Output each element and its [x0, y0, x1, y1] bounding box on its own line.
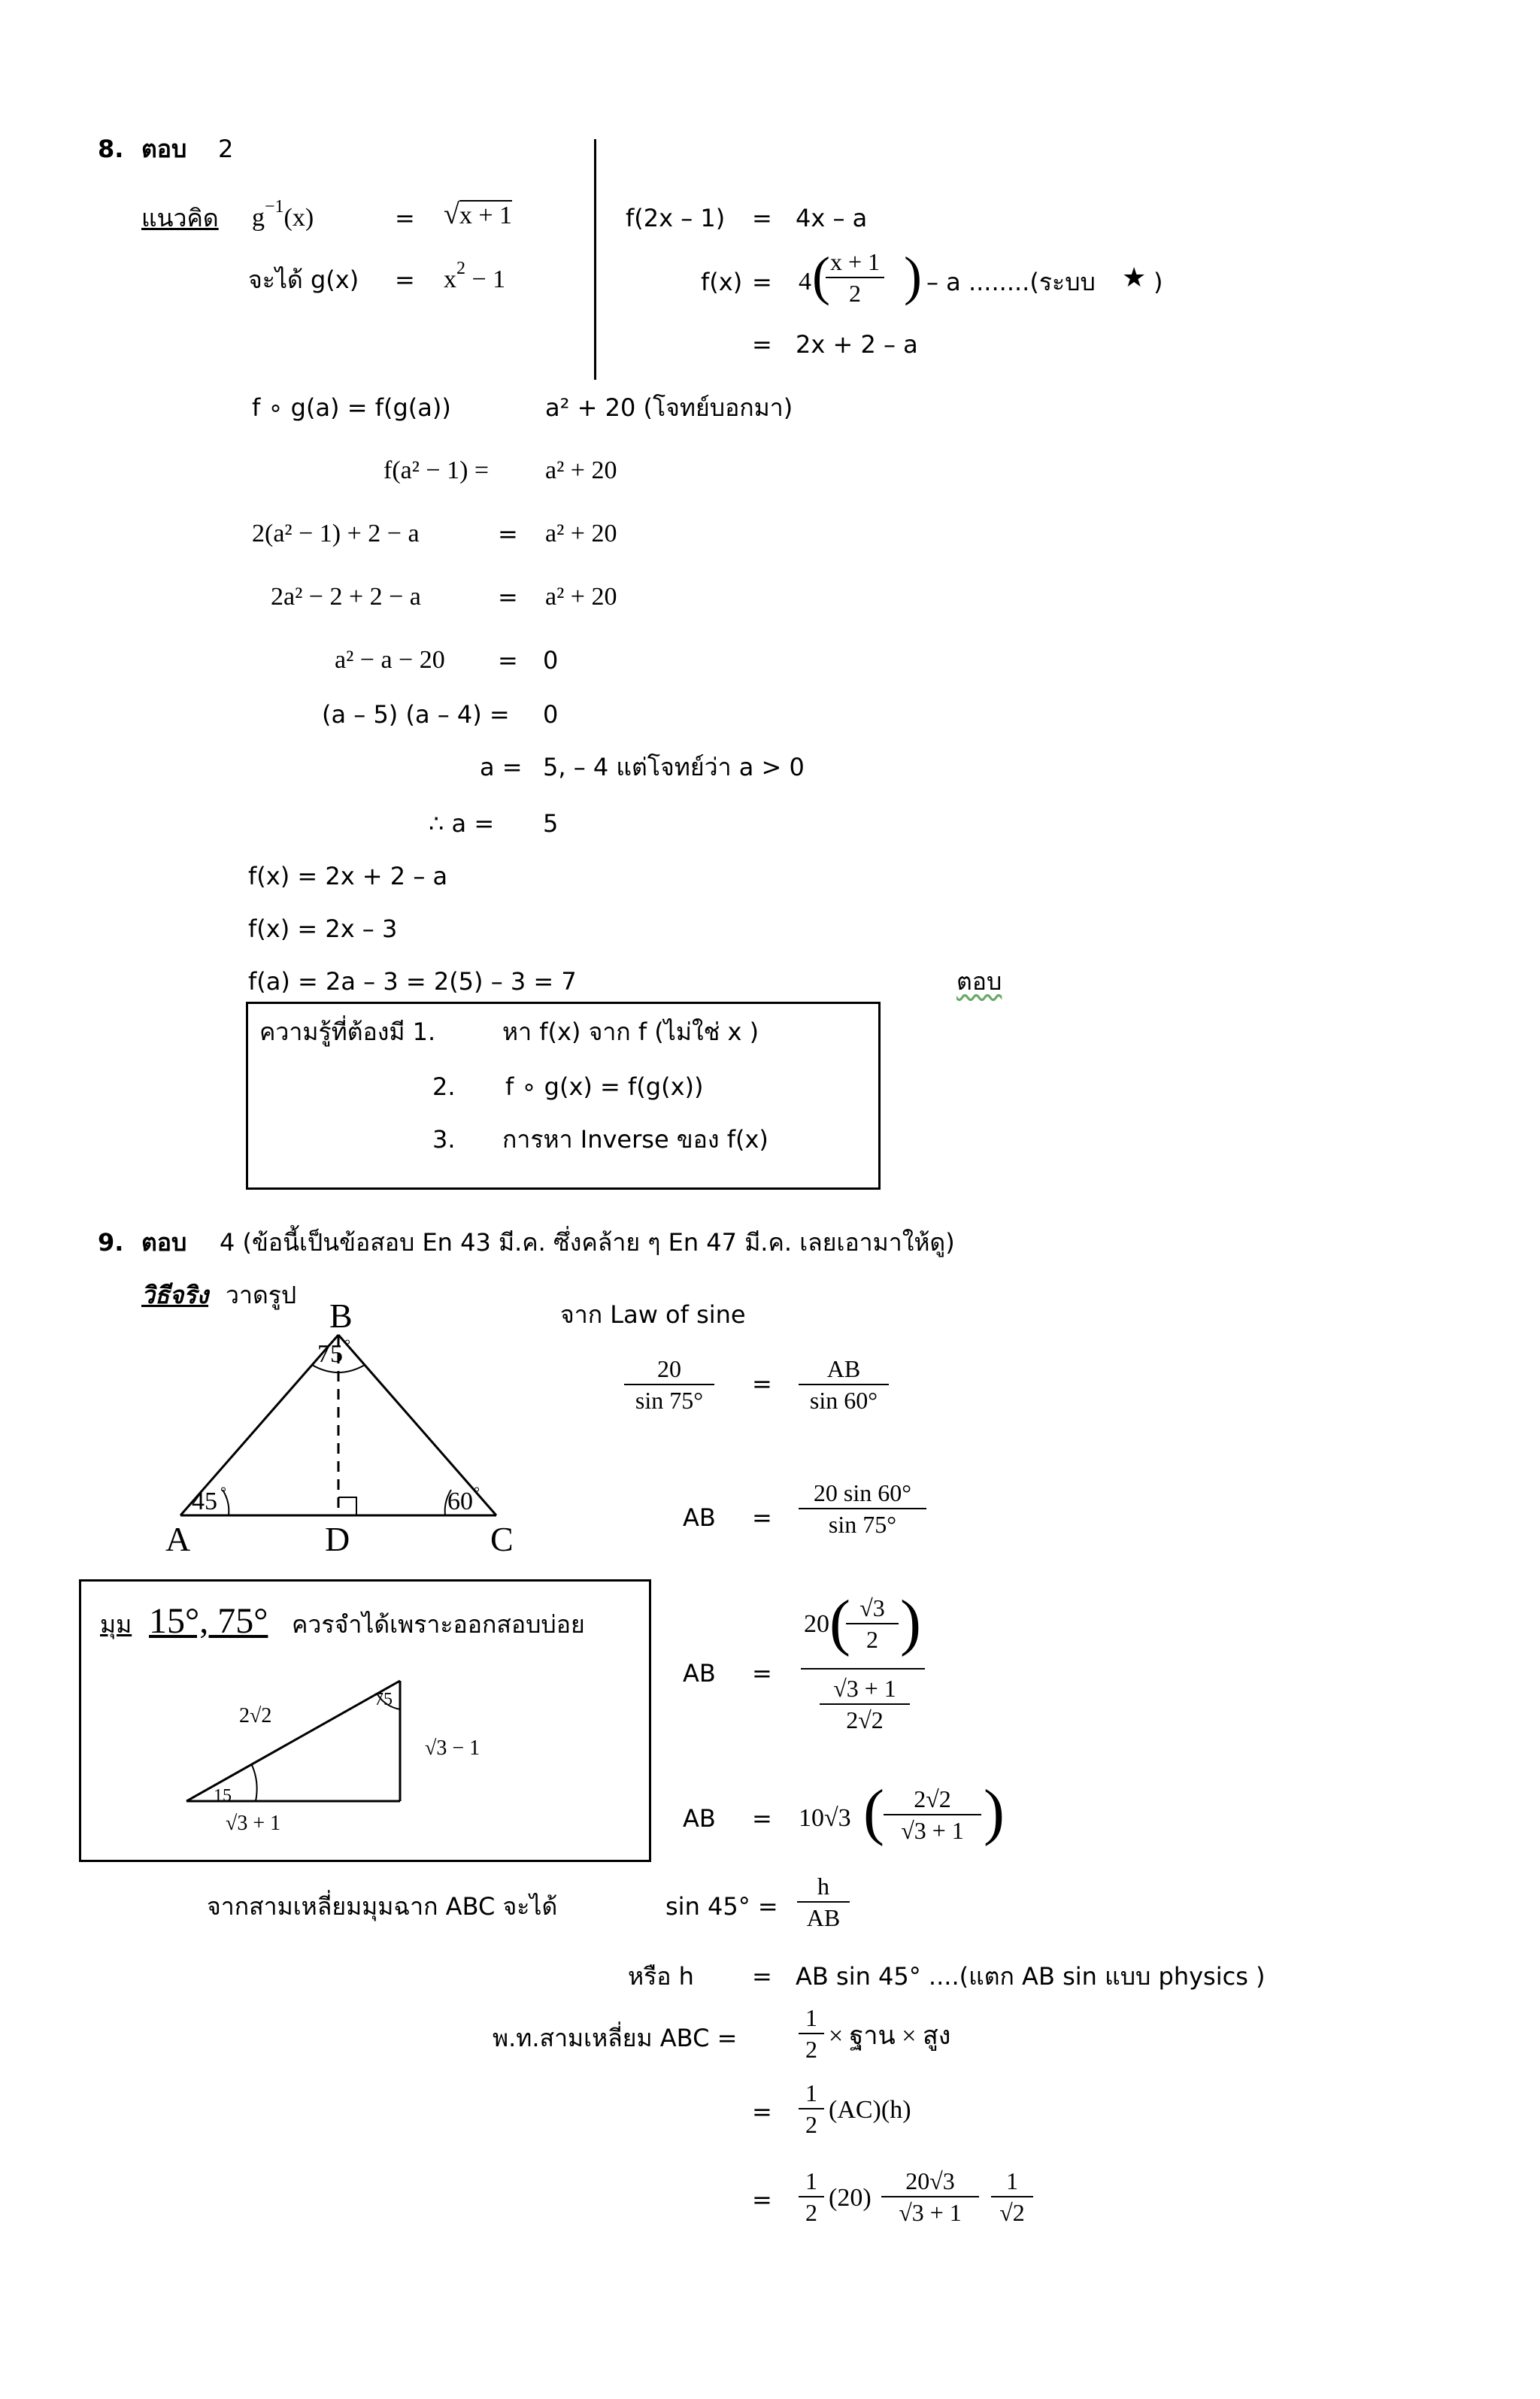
q9-ab-3-label: AB [683, 1804, 716, 1833]
q8-step-5-eq: = [498, 646, 518, 675]
q9-ab-1-frac: $\frac{20 \sin 60^\circ}{\sin 75^\circ}$ [799, 1478, 926, 1539]
q8-ginv: $g^{-1}(x)$ [252, 197, 314, 232]
q9-ab-2-paren-r: ) [900, 1588, 921, 1657]
q8-right-line3-eq: = [752, 330, 772, 359]
q8-step-1-lhs: f ∘ g(a) = f(g(a)) [252, 393, 451, 422]
q8-right-line2-paren-l: ( [812, 246, 830, 306]
q8-step-8-lhs: ∴ a = [429, 809, 495, 838]
triangle-angle-b: 75 [317, 1340, 343, 1368]
q9-area-label: พ.ท.สามเหลี่ยม ABC = [493, 2024, 738, 2052]
q8-answer-value: 2 [218, 135, 234, 163]
q9-law-of-sine: จาก Law of sine [560, 1300, 746, 1329]
q8-right-line2-close: ) [1153, 268, 1163, 296]
triangle-angle-c: 60 [447, 1488, 473, 1515]
q8-step-3-rhs: a² + 20 [545, 520, 617, 547]
q9-area-1-frac: $\frac{1}{2}$ [799, 2003, 824, 2064]
q8-knowledge-1: หา f(x) จาก f (ไม่ใช่ x ) [502, 1018, 759, 1046]
q8-answer-label: ตอบ [141, 135, 187, 163]
q9-los-eq: = [752, 1369, 772, 1398]
q9-box-hyp: 2√2 [239, 1704, 272, 1727]
q9-ab-3-paren-l: ( [863, 1777, 884, 1847]
q9-box-angle-75: 75 [374, 1690, 393, 1709]
q8-right-line1-eq: = [752, 204, 772, 232]
q9-or-h-label: หรือ h [628, 1962, 694, 1991]
q9-area-3-frac-a: $\frac{1}{2}$ [799, 2166, 824, 2228]
q9-ab-1-label: AB [683, 1503, 716, 1532]
q9-box-side: √3 − 1 [425, 1736, 480, 1760]
q8-right-line2-coef: 4 [799, 268, 811, 296]
q9-right-triangle-text: จากสามเหลี่ยมมุมฉาก ABC จะได้ [207, 1892, 558, 1921]
q8-right-line2-frac: $\frac{x + 1}{2}$ [826, 247, 884, 308]
q8-fx-2: f(x) = 2x – 3 [248, 914, 398, 943]
q8-right-line2-paren-r: ) [904, 246, 922, 306]
q8-answer-tag: ตอบ [956, 967, 1002, 996]
q9-los-frac-1: $\frac{20}{\sin 75^\circ}$ [624, 1354, 714, 1415]
triangle-angle-a-deg: ° [220, 1485, 226, 1501]
q8-step-5-rhs: 0 [543, 646, 559, 675]
q9-area-3-frac-c: $\frac{1}{√2}$ [991, 2166, 1033, 2228]
q9-area-2-eq: = [752, 2097, 772, 2126]
q8-step-3-eq: = [498, 520, 518, 548]
q9-or-h-eq: = [752, 1962, 772, 1991]
q8-right-line2-lhs: f(x) [701, 268, 743, 296]
triangle-label-d: D [325, 1520, 350, 1558]
q8-idea-label: แนวคิด [141, 204, 219, 232]
q8-fx-1: f(x) = 2x + 2 – a [248, 862, 448, 890]
q9-method-rest: วาดรูป [226, 1281, 297, 1309]
q8-divider [594, 139, 596, 380]
q8-knowledge-3: การหา Inverse ของ f(x) [502, 1125, 768, 1154]
q8-number: 8. [98, 135, 124, 163]
q9-ab-1-eq: = [752, 1503, 772, 1532]
q9-ab-2-inner-frac: $\frac{√3}{2}$ [846, 1593, 899, 1654]
q9-sin45-frac: $\frac{h}{AB}$ [797, 1871, 850, 1933]
q9-box-base: √3 + 1 [226, 1812, 281, 1835]
q8-step-1-rhs: a² + 20 (โจทย์บอกมา) [545, 393, 793, 422]
q9-sin45: sin 45° = [665, 1892, 778, 1921]
q8-step-4-lhs: 2a² − 2 + 2 − a [271, 583, 421, 611]
q9-area-3-eq: = [752, 2185, 772, 2214]
q9-area-2-frac: $\frac{1}{2}$ [799, 2078, 824, 2140]
q8-fa: f(a) = 2a – 3 = 2(5) – 3 = 7 [248, 967, 577, 996]
q8-right-line1-rhs: 4x – a [796, 204, 868, 232]
triangle-angle-a: 45 [192, 1488, 217, 1515]
q8-step-5-lhs: a² − a − 20 [335, 646, 445, 674]
q9-ab-2-denominator: $\frac{√3 + 1}{2√2}$ [820, 1673, 910, 1735]
q8-get-g: จะได้ g(x) [248, 265, 359, 294]
q8-step-7-rhs: 5, – 4 แต่โจทย์ว่า a > 0 [543, 753, 805, 781]
q9-area-3-frac-b: $\frac{20√3}{√3 + 1}$ [881, 2166, 979, 2228]
q8-ginv-eq: = [395, 204, 415, 232]
q9-or-h-rhs: AB sin 45° ....(แตก AB sin แบบ physics ) [796, 1962, 1266, 1991]
q8-get-g-eq: = [395, 265, 415, 294]
q9-box-title-suffix: ควรจำได้เพราะออกสอบบ่อย [292, 1610, 585, 1639]
q9-ab-2-numerator [801, 1585, 925, 1670]
q8-step-7-lhs: a = [480, 753, 523, 781]
q9-area-3-mid: (20) [829, 2184, 872, 2212]
q8-knowledge-2: f ∘ g(x) = f(g(x)) [505, 1072, 704, 1101]
q9-ab-2-paren-l: ( [829, 1588, 850, 1657]
q8-step-4-rhs: a² + 20 [545, 583, 617, 611]
star-icon: ★ [1122, 262, 1147, 293]
q8-step-4-eq: = [498, 583, 518, 611]
q8-knowledge-title: ความรู้ที่ต้องมี 1. [259, 1018, 436, 1046]
q9-box-title-prefix: มุม [100, 1610, 132, 1639]
q9-number: 9. [98, 1228, 124, 1257]
q9-box-angle-15: 15 [214, 1786, 232, 1806]
q9-ab-3-eq: = [752, 1804, 772, 1833]
q9-ab-2-coef: 20 [804, 1610, 829, 1638]
q8-step-2-lhs: f(a² − 1) = [383, 456, 490, 484]
q9-heading-rest: 4 (ข้อนี้เป็นข้อสอบ En 43 มี.ค. ซึ่งคล้าย ๆ En 47 มี.ค. เลยเอามาให้ดู) [220, 1228, 955, 1257]
q8-g-rhs: $x^2 - 1$ [444, 259, 506, 293]
q8-step-3-lhs: 2(a² − 1) + 2 − a [252, 520, 420, 547]
q9-method-label: วิธีจริง [141, 1281, 209, 1309]
triangle-angle-b-deg: ° [344, 1337, 350, 1354]
q8-knowledge-3-num: 3. [432, 1125, 456, 1154]
triangle-label-c: C [490, 1520, 514, 1558]
q8-ginv-rhs: √x + 1 [444, 199, 513, 230]
q9-area-1-tail: × ฐาน × สูง [829, 2022, 951, 2050]
q9-answer-label: ตอบ [141, 1228, 187, 1257]
q8-right-line1-lhs: f(2x – 1) [626, 204, 726, 232]
q8-right-line3-rhs: 2x + 2 – a [796, 330, 918, 359]
q9-ab-2-label: AB [683, 1659, 716, 1688]
q8-step-6-rhs: 0 [543, 700, 559, 729]
q8-knowledge-2-num: 2. [432, 1072, 456, 1101]
q8-right-line2-eq: = [752, 268, 772, 296]
q8-step-2-rhs: a² + 20 [545, 456, 617, 484]
q9-ab-3-paren-r: ) [984, 1777, 1005, 1847]
triangle-abc-diagram [150, 1305, 541, 1564]
q9-ab-3-coef: 10√3 [799, 1804, 851, 1832]
q8-right-line2-tail: – a ........(ระบบ [926, 268, 1096, 296]
q9-los-frac-2: $\frac{AB}{\sin 60^\circ}$ [799, 1354, 889, 1415]
triangle-label-b: B [329, 1305, 353, 1335]
q8-step-8-rhs: 5 [543, 809, 559, 838]
q8-step-6-lhs: (a – 5) (a – 4) = [322, 700, 510, 729]
q9-box-title-angles: 15°, 75° [149, 1601, 268, 1641]
q9-area-2-tail: (AC)(h) [829, 2096, 911, 2124]
triangle-label-a: A [165, 1520, 191, 1558]
q9-ab-3-frac: $\frac{2√2}{√3 + 1}$ [884, 1784, 981, 1846]
q9-ab-2-eq: = [752, 1659, 772, 1688]
triangle-angle-c-deg: ° [474, 1485, 480, 1501]
